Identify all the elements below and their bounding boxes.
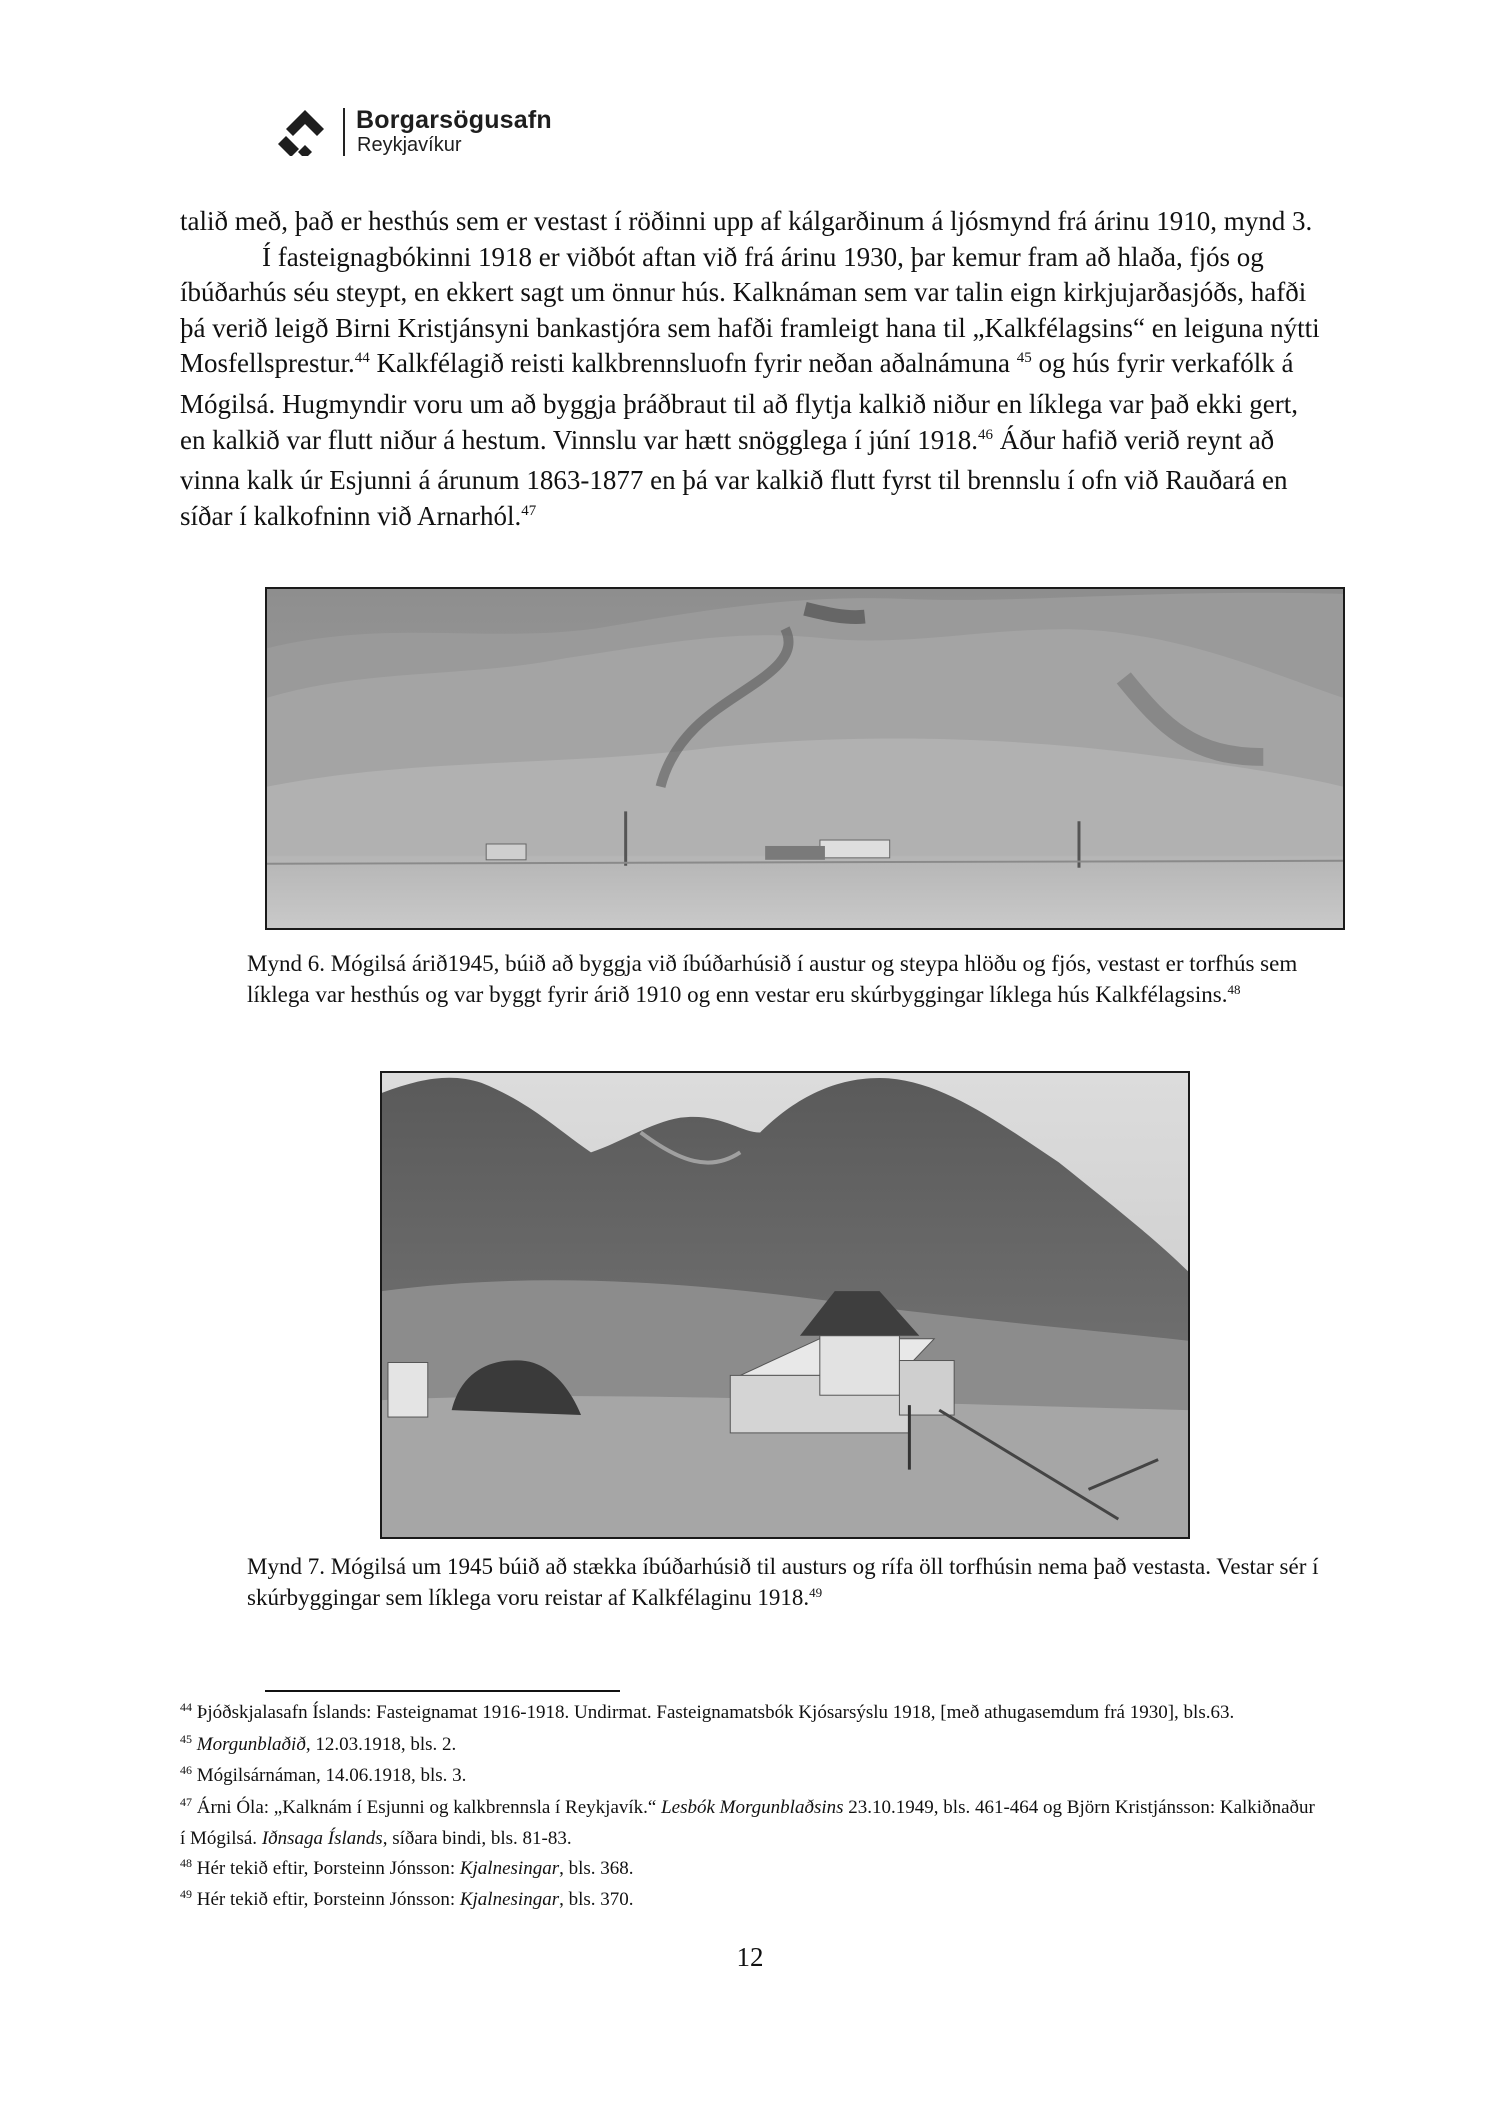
logo-divider [343, 108, 345, 156]
footnote-47: $^{47}$ Árni Óla: „Kalknám í Esjunni og kalkbrennsla í Reykjavík.“ Lesbók Morgunblaðsins 23.10.1949, bls. 461-464 og Björn Kristjánsson: Kalkiðnaður í Mógilsá. Iðnsaga Íslands, síðara bindi, bls. 81-83. [180, 1794, 1315, 1849]
page-number: 12 [736, 1942, 764, 1972]
logo-mark-icon [278, 108, 332, 156]
footnote-ref: 46 [978, 426, 994, 443]
org-name: Borgarsögusafn [356, 106, 552, 134]
figure-6-caption: Mynd 6. Mógilsá árið1945, búið að byggja við íbúðarhúsið í austur og steypa hlöðu og fjós, vestast er torfhús sem líklega var hesthús og var byggt fyrir árið 1910 og enn vestar eru skúrbyggingar líklega hús Kalkfélagsins.$^{48}$ [247, 951, 1298, 1007]
footnote-49: $^{49}$ Hér tekið eftir, Þorsteinn Jónsson: Kjalnesingar, bls. 370. [180, 1887, 634, 1910]
body-text [180, 204, 1320, 539]
paragraph-1: talið með, það er hesthús sem er vestast í röðinni upp af kálgarðinum á ljósmynd frá árinu 1910, mynd 3. [180, 206, 1313, 236]
footnote-45: $^{45}$ Morgunblaðið, 12.03.1918, bls. 2. [180, 1731, 457, 1755]
footnote-44: $^{44}$ Þjóðskjalasafn Íslands: Fasteignamat 1916-1918. Undirmat. Fasteignamatsbók Kjósarsýslu 1918, [með athugasemdum frá 1930], bls.63. [180, 1700, 1235, 1723]
photo-mogilsa-1945-landscape [265, 587, 1345, 930]
footnote-ref: 45 [1016, 350, 1032, 367]
org-logo [278, 104, 558, 160]
footnote-divider [265, 1690, 620, 1692]
footnote-46: $^{46}$ Mógilsárnáman, 14.06.1918, bls. 3. [180, 1763, 467, 1786]
footnote-ref: 44 [354, 350, 370, 367]
footnotes [180, 1698, 1320, 1917]
org-city: Reykjavíkur [357, 134, 462, 156]
footnote-ref: 47 [521, 502, 537, 519]
figure-7-caption: Mynd 7. Mógilsá um 1945 búið að stækka íbúðarhúsið til austurs og rífa öll torfhúsin nema það vestasta. Vestar sér í skúrbyggingar sem líklega voru reistar af Kalkfélaginu 1918.49 [247, 1554, 1319, 1610]
photo-mogilsa-1945-house [380, 1071, 1190, 1539]
footnote-48: $^{48}$ Hér tekið eftir, Þorsteinn Jónsson: Kjalnesingar, bls. 368. [180, 1855, 634, 1879]
paragraph-2: Í fasteignagbókinni 1918 er viðbót aftan við frá árinu 1930, þar kemur fram að hlaða, fjós og íbúðarhús séu steypt, en ekkert sagt um önnur hús. Kalknáman sem var talin eign kirkjujarðasjóðs, hafði þá verið leigð Birni Kristjánsyni bankastjóra sem hafði framleigt hana til „Kalkfélagsins“ en leiguna nýtti Mosfellsprestur.$^{44}$ Kalkfélagið reisti kalkbrennsluofn fyrir neðan aðalnámuna $^{45}$ og hús fyrir verkafólk á Mógilsá. Hugmyndir voru um að byggja þráðbraut til að flytja kalkið niður en líklega var það ekki gert, en kalkið var flutt niður á hestum. Vinnslu var hætt snögglega í júní 1918.46 Áður hafið verið reynt að vinna kalk úr Esjunni á árunum 1863-1877 en þá var kalkið flutt fyrst til brennslu í ofn við Rauðará en síðar í kalkofninn við Arnarhól.$^{47}$ [180, 241, 1320, 531]
